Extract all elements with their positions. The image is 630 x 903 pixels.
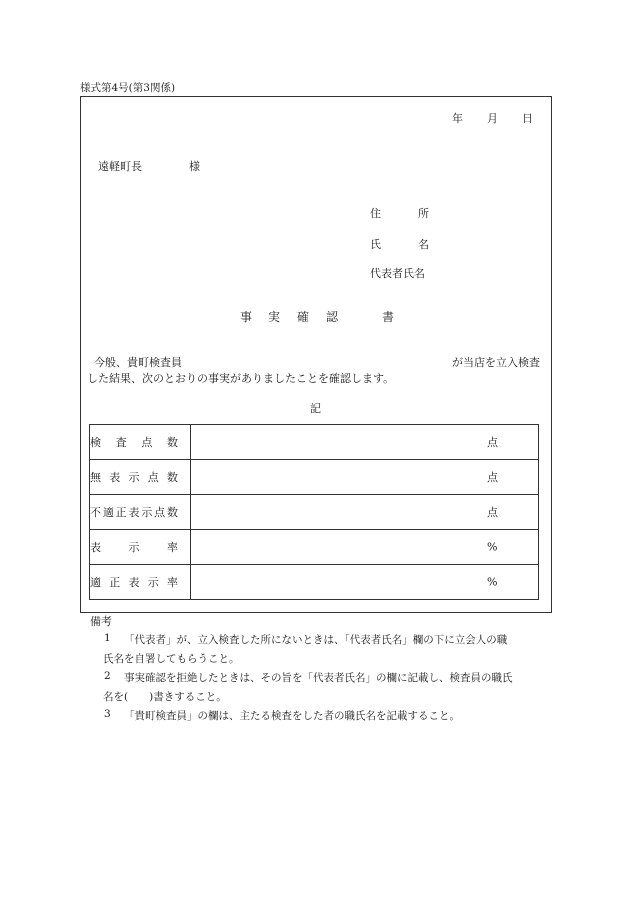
- label-char: 正: [115, 506, 127, 519]
- addressee-name: 遠軽町長: [98, 160, 142, 173]
- label-char: 不: [90, 506, 101, 519]
- value-field-improper-count[interactable]: [191, 495, 539, 530]
- label-char: 点: [147, 471, 159, 484]
- note-1-line1: 「代表者」が、立入検査した所にないときは、「代表者氏名」欄の下に立会人の職: [124, 634, 508, 646]
- label-char: 数: [167, 471, 178, 484]
- body-line1-start: 今般、貴町検査員: [94, 356, 182, 369]
- name-label-a: 氏: [370, 238, 381, 251]
- address-label-b: 所: [418, 207, 429, 220]
- title-char-2: 実: [268, 310, 281, 324]
- note-2-line1: 事実確認を拒絶したときは、その旨を「代表者氏名」の欄に記載し、検査員の職氏: [124, 672, 513, 684]
- date-day-label: 日: [522, 112, 533, 125]
- representative-name-label: 代表者氏名: [370, 267, 425, 280]
- label-char: 適: [102, 506, 114, 519]
- addressee-suffix: 様: [189, 160, 200, 173]
- label-char: 率: [167, 541, 178, 554]
- unit-label: 点: [487, 471, 498, 484]
- label-char: 正: [109, 576, 121, 589]
- value-field-unlabeled-count[interactable]: [191, 460, 539, 495]
- note-3-number: 3: [104, 708, 111, 720]
- table-row: [90, 425, 539, 460]
- table-row: [90, 495, 539, 530]
- label-char: 検: [90, 436, 101, 449]
- inspection-table: [89, 424, 539, 600]
- label-char: 数: [166, 506, 178, 519]
- notes-title: 備考: [90, 615, 112, 628]
- date-month-label: 月: [487, 112, 498, 125]
- row-label-label-rate: [90, 530, 191, 565]
- table-row: [90, 460, 539, 495]
- label-char: 示: [128, 471, 140, 484]
- body-line2: した結果、次のとおりの事実がありましたことを確認します。: [87, 372, 395, 385]
- label-char: 示: [147, 576, 159, 589]
- table-row: [90, 530, 539, 565]
- label-char: 数: [166, 436, 178, 449]
- label-char: 示: [141, 506, 153, 519]
- title-char-3: 確: [297, 310, 310, 324]
- title-char-4: 認: [326, 310, 339, 324]
- ki-heading: 記: [310, 402, 321, 415]
- label-char: 表: [109, 471, 121, 484]
- unit-label: 点: [487, 436, 498, 449]
- body-line1-end: が当店を立入検査: [452, 356, 540, 369]
- unit-label: %: [487, 575, 498, 589]
- name-label-b: 名: [418, 238, 429, 251]
- label-char: 表: [128, 506, 140, 519]
- date-year-label: 年: [452, 112, 463, 125]
- label-char: 表: [90, 541, 101, 554]
- unit-label: %: [487, 540, 498, 554]
- label-char: 示: [128, 541, 140, 554]
- row-label-proper-rate: [90, 565, 191, 600]
- label-char: 表: [128, 576, 140, 589]
- label-char: 適: [90, 576, 101, 589]
- label-char: 点: [154, 506, 166, 519]
- note-2-number: 2: [104, 670, 111, 682]
- label-char: 査: [115, 436, 127, 449]
- label-char: 点: [141, 436, 153, 449]
- row-label-improper-count: [90, 495, 191, 530]
- value-field-proper-rate[interactable]: [191, 565, 539, 600]
- label-char: 無: [90, 471, 101, 484]
- address-label-a: 住: [370, 207, 381, 220]
- label-char: 率: [167, 576, 178, 589]
- title-char-1: 事: [240, 310, 253, 324]
- title-char-5: 書: [382, 310, 395, 324]
- unit-label: 点: [487, 506, 498, 519]
- table-row: [90, 565, 539, 600]
- note-1-number: 1: [104, 632, 111, 644]
- note-2-line2: 名を( )書きすること。: [103, 691, 227, 703]
- value-field-inspection-count[interactable]: [191, 425, 539, 460]
- row-label-inspection-count: [90, 425, 191, 460]
- form-number-label: 様式第4号(第3関係): [80, 82, 176, 94]
- note-1-line2: 氏名を自署してもらうこと。: [103, 653, 240, 665]
- note-3-line1: 「貴町検査員」の欄は、主たる検査をした者の職氏名を記載すること。: [124, 710, 460, 722]
- row-label-unlabeled-count: [90, 460, 191, 495]
- value-field-label-rate[interactable]: [191, 530, 539, 565]
